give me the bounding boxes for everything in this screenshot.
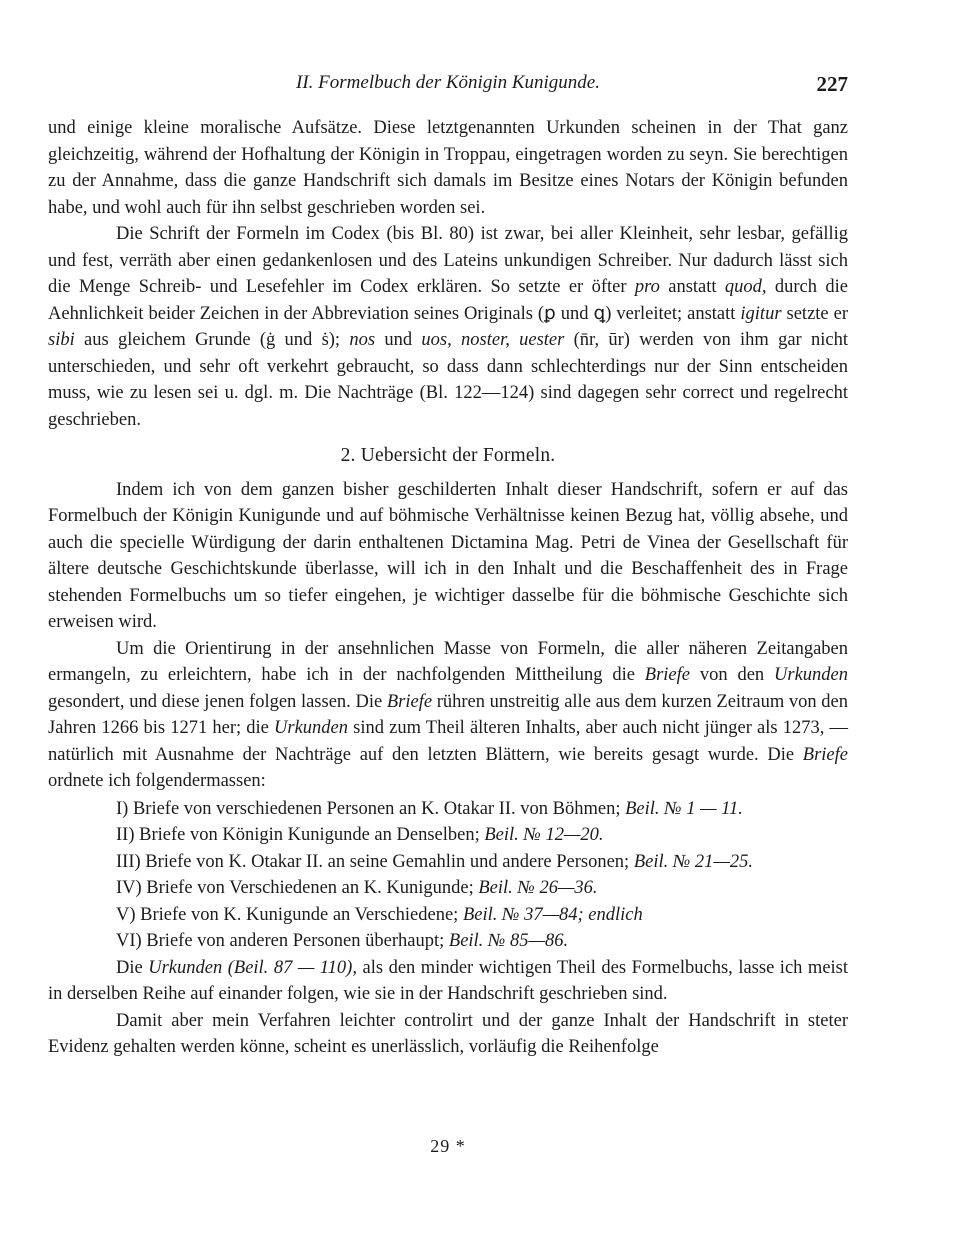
- paragraph-2: [48, 221, 848, 433]
- section-heading: 2. Uebersicht der Formeln.: [340, 445, 556, 466]
- page-header: [48, 72, 848, 102]
- list-item-text: VI) Briefe von anderen Personen überhaupt;: [116, 931, 449, 951]
- text-run: durch die Aehnlichkeit beider Zeichen in der Abbreviation seines Originals (ꝑ und ꝗ) verleitet; anstatt: [48, 277, 848, 324]
- italic-term: Urkunden: [774, 665, 849, 685]
- list-item: [48, 796, 848, 823]
- signature-mark: 29 *: [430, 1136, 466, 1156]
- text-run: anstatt: [659, 277, 725, 297]
- paragraph-6: Damit aber mein Verfahren leichter controlirt und der ganze Inhalt der Handschrift in steter Evidenz gehalten werden könne, scheint es unerlässlich, vorläufig die Reihenfolge: [48, 1010, 848, 1057]
- paragraph-4: [48, 636, 848, 795]
- list-item: [48, 902, 848, 929]
- list-item: [48, 849, 848, 876]
- list-item-ref: Beil. № 12—20.: [484, 825, 604, 845]
- text-run: Um die Orientirung in der ansehnlichen Masse von Formeln, die aller näheren Zeitangaben ermangeln, zu erleichtern, habe ich in der nachfolgenden Mittheilung die: [48, 638, 848, 685]
- italic-term: quod,: [724, 277, 767, 297]
- text-run: (n̄r, ūr) werden von ihm gar nicht unterschieden, und sehr oft verkehrt gebraucht, so dass dann schlechterdings nur der Sinn entscheiden muss, wie zu lesen sei u. dgl. m. Die Nachträge (Bl. 122—124) sind dagegen sehr correct und regelrecht geschrieben.: [48, 330, 848, 430]
- paragraph-5: [48, 955, 848, 1008]
- list-item-text: II) Briefe von Königin Kunigunde an Denselben;: [116, 825, 485, 845]
- italic-term: Briefe: [386, 691, 433, 712]
- body-text: [48, 115, 848, 1061]
- list-item: [48, 928, 848, 955]
- list-item-text: III) Briefe von K. Otakar II. an seine Gemahlin und andere Personen;: [116, 851, 634, 872]
- list-item: [48, 875, 848, 902]
- list-item-ref: Beil. № 21—25.: [633, 851, 753, 872]
- list-item-ref: Beil. № 1 — 11.: [625, 798, 743, 819]
- text-run: sind zum Theil älteren Inhalts, aber auch nicht jünger als 1273, — natürlich mit Ausnahme der Nachträge auf den letzten Blättern, wie bereits gesagt wurde. Die: [48, 718, 848, 765]
- text-run: rühren unstreitig alle aus dem kurzen Zeitraum von den Jahren 1266 bis 1271 her; die: [48, 691, 848, 738]
- list-item-ref: Beil. № 26—36.: [478, 878, 598, 898]
- page-number: 227: [816, 72, 848, 96]
- italic-term: sibi: [48, 330, 75, 350]
- list-item-text: I) Briefe von verschiedenen Personen an K. Otakar II. von Böhmen;: [116, 798, 626, 819]
- italic-term: uos, noster, uester: [421, 330, 565, 350]
- list-item: [48, 822, 848, 849]
- italic-term: nos: [349, 330, 376, 350]
- paragraph-3: Indem ich von dem ganzen bisher geschilderten Inhalt dieser Handschrift, sofern er auf das Formelbuch der Königin Kunigunde und auf böhmische Verhältnisse keinen Bezug hat, völlig absehe, und auch die specielle Würdigung der darin enthaltenen Dictamina Mag. Petri de Vinea der Gesellschaft für ältere deutsche Geschichtskunde überlasse, will ich in den Inhalt und die Beschaffenheit des in Frage stehenden Formelbuchs um so tiefer eingehen, je wichtiger dasselbe für die böhmische Geschichte sich erweisen wird.: [48, 479, 848, 632]
- italic-term: pro: [634, 277, 660, 297]
- italic-term: Briefe: [644, 665, 690, 685]
- italic-term: Urkunden (Beil. 87 — 110),: [148, 957, 357, 978]
- list-item-ref: Beil. № 37—84; endlich: [462, 904, 643, 925]
- text-run: und: [375, 330, 422, 350]
- text-run: von den: [690, 665, 775, 685]
- text-run: ordnete ich folgendermassen:: [48, 771, 266, 791]
- text-run: aus gleichem Grunde (ġ und ṡ);: [74, 330, 350, 350]
- text-run: Die Schrift der Formeln im Codex (bis Bl. 80) ist zwar, bei aller Kleinheit, sehr lesbar, gefällig und fest, verräth aber einen gedankenlosen und des Lateins unkundigen Schreiber. Nur dadurch lässt sich die Menge Schreib- und Lesefehler im Codex erklären. So setzte er öfter: [48, 224, 848, 297]
- text-run: als den minder wichtigen Theil des Formelbuchs, lasse ich meist in derselben Reihe auf einander folgen, wie sie in der Handschrift geschrieben sind.: [48, 957, 849, 1004]
- italic-term: Urkunden: [274, 718, 349, 738]
- text-run: Die: [116, 957, 149, 978]
- text-run: setzte er: [781, 303, 848, 324]
- paragraph-1: und einige kleine moralische Aufsätze. Diese letztgenannten Urkunden scheinen in der That ganz gleichzeitig, während der Hofhaltung der Königin in Troppau, eingetragen worden zu seyn. Sie berechtigen zu der Annahme, dass die ganze Handschrift sich damals im Besitze eines Notars der Königin befunden habe, und wohl auch für ihn selbst geschrieben worden sei.: [48, 118, 848, 218]
- running-head: II. Formelbuch der Königin Kunigunde.: [296, 72, 600, 93]
- italic-term: igitur: [740, 303, 782, 324]
- list-item-ref: Beil. № 85—86.: [448, 931, 569, 951]
- list-item-text: V) Briefe von K. Kunigunde an Verschiedene;: [116, 904, 463, 925]
- italic-term: Briefe: [802, 744, 848, 765]
- list-item-text: IV) Briefe von Verschiedenen an K. Kunigunde;: [116, 878, 479, 898]
- text-run: gesondert, und diese jenen folgen lassen. Die: [48, 691, 387, 712]
- letters-list: [48, 796, 848, 955]
